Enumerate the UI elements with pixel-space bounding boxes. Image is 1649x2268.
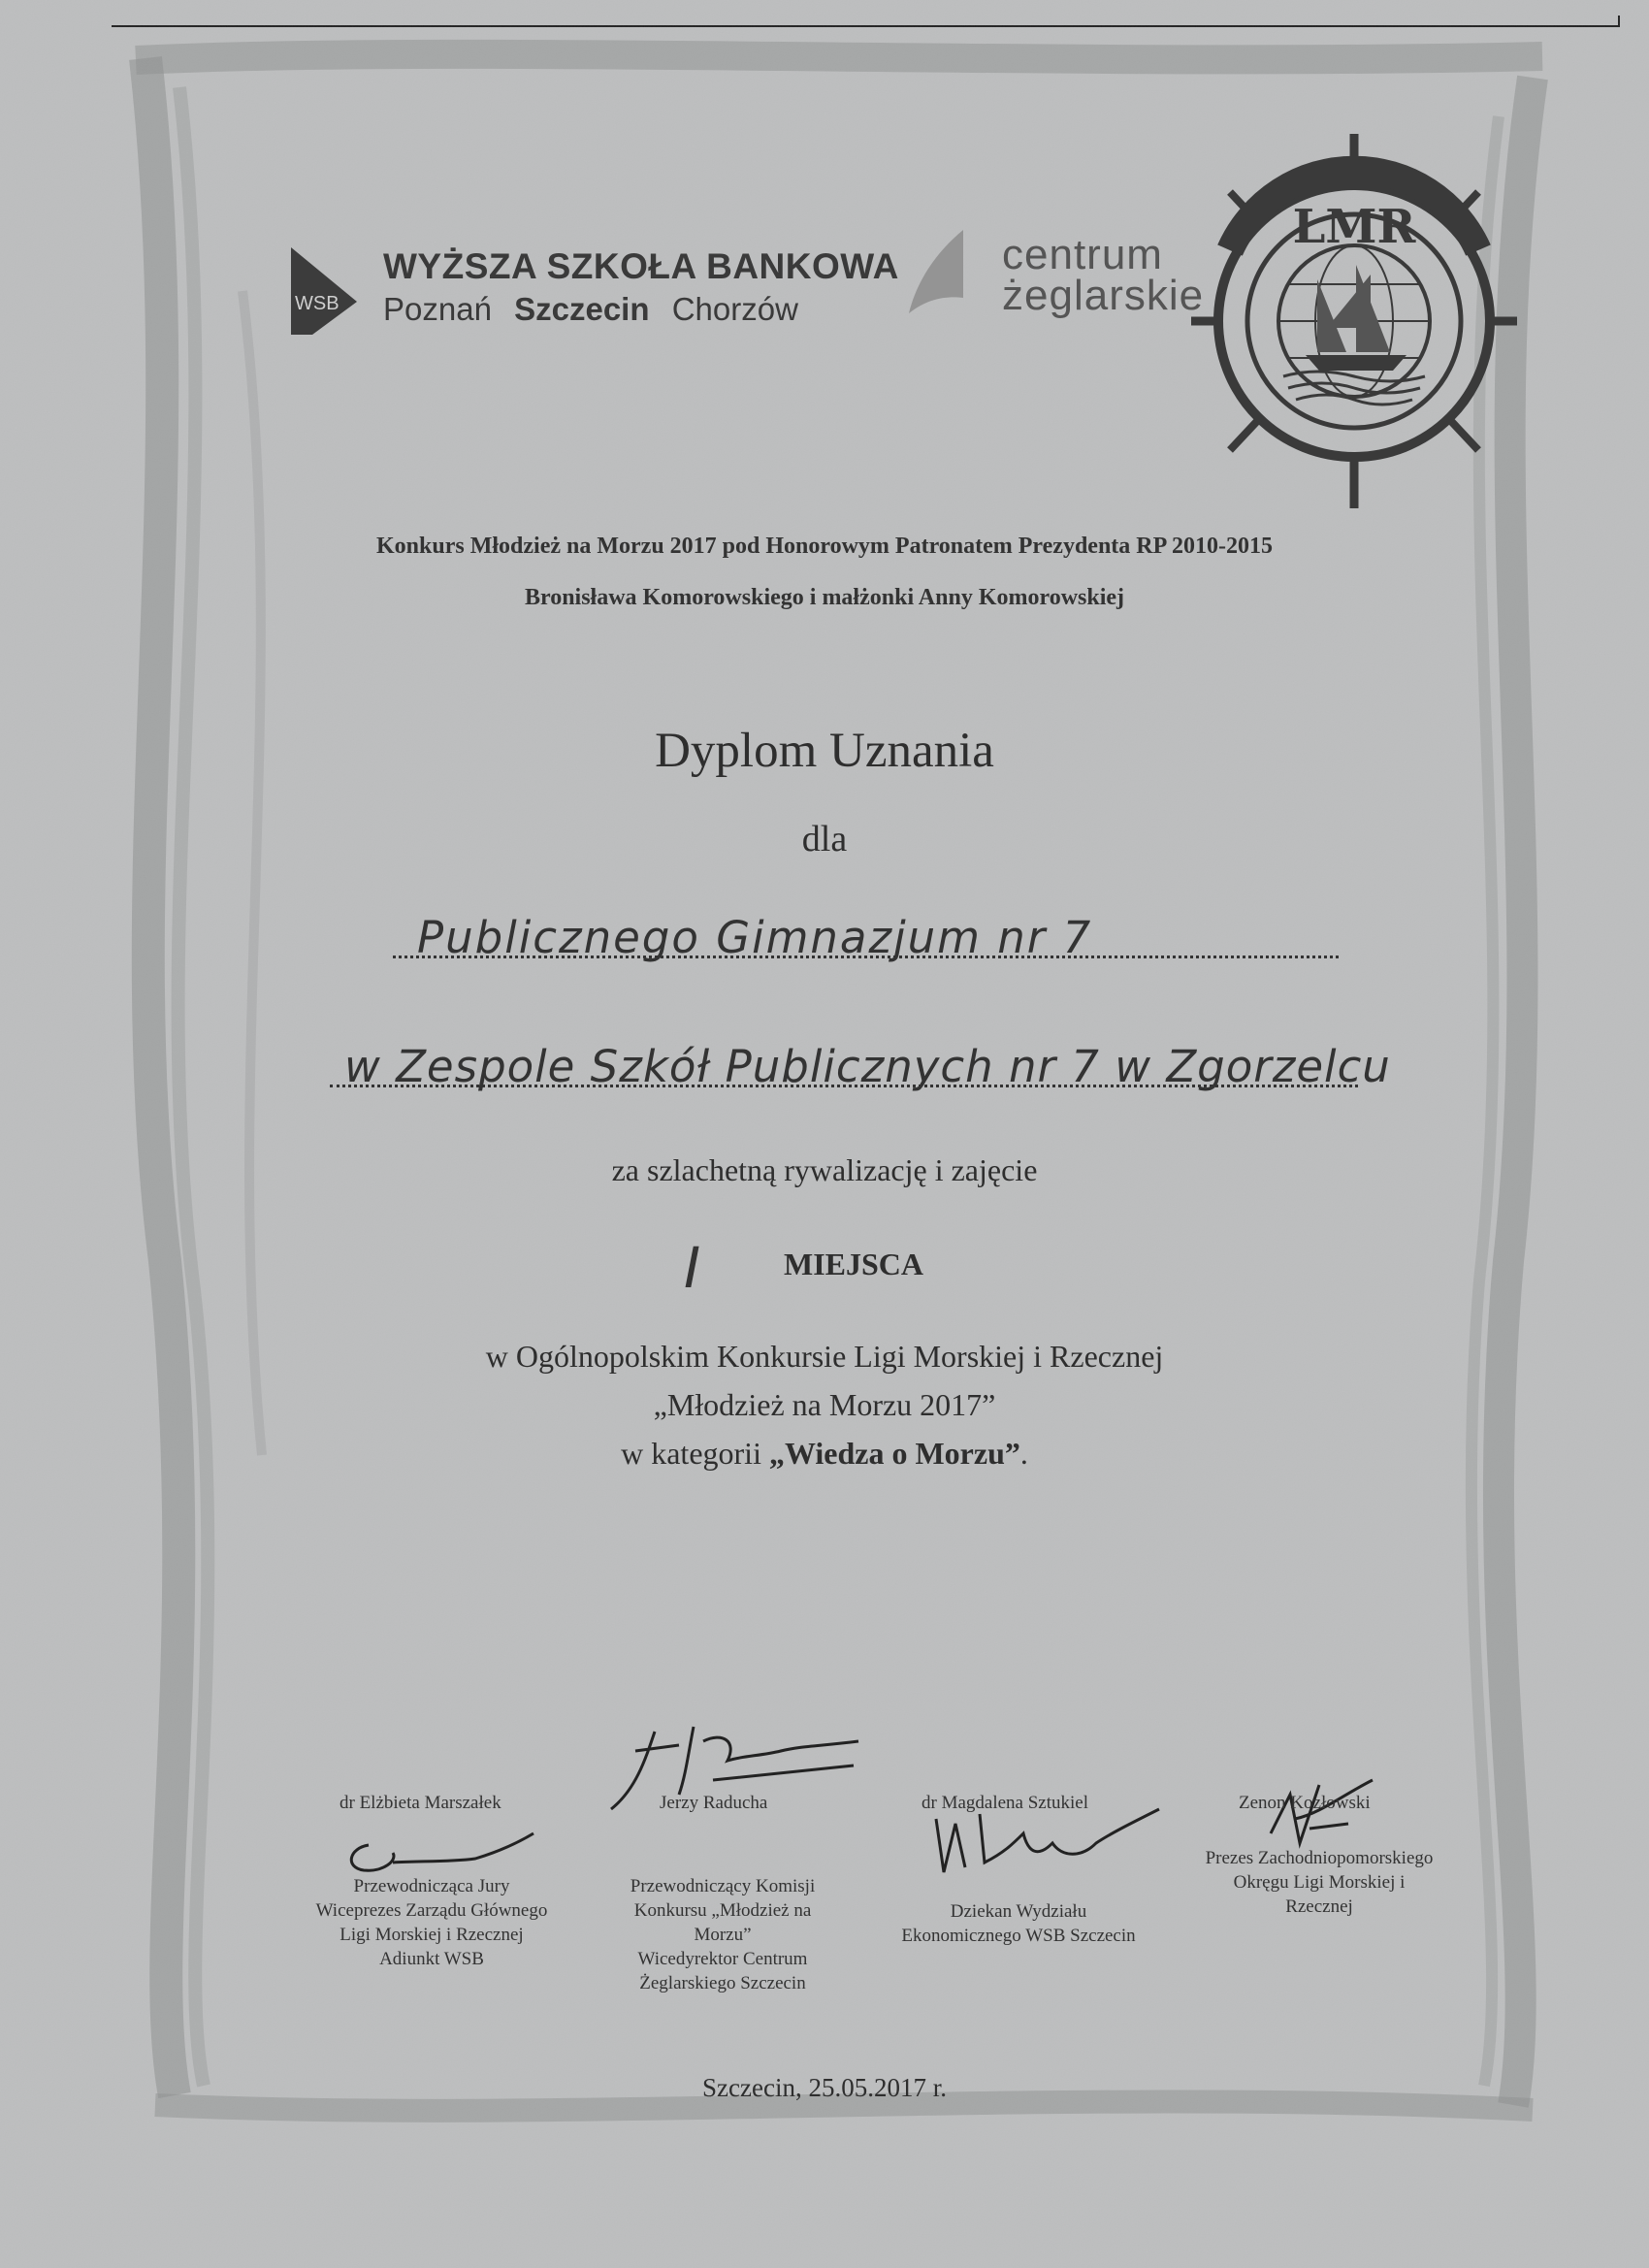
signatory-3-role-line: Ekonomicznego WSB Szczecin [901,1926,1136,1946]
signatory-2-role [597,1874,849,1995]
wsb-name: WYŻSZA SZKOŁA BANKOWA [383,246,899,286]
signature-4-icon [1251,1775,1377,1853]
signatory-4-role-line: Prezes Zachodniopomorskiego [1205,1848,1434,1868]
signatory-1-role-line: Przewodnicząca Jury [353,1876,510,1896]
signatory-1-role-line: Wiceprezes Zarządu Głównego [315,1900,548,1921]
lmr-ship-wheel-logo-icon [1191,134,1517,508]
signatory-3-role-line: Dziekan Wydziału [950,1901,1087,1922]
signatory-2-name: Jerzy Raducha [660,1793,768,1813]
signatory-2-role-line: Morzu” [694,1925,752,1945]
signatory-2-role-line: Wicedyrektor Centrum [637,1949,808,1969]
contest-line-1: w Ogólnopolskim Konkursie Ligi Morskiej i Rzecznej [485,1339,1164,1374]
wsb-city-poznan: Poznań [383,291,492,327]
signatory-4-role-line: Rzecznej [1285,1896,1353,1917]
issue-date: Szczecin, 25.05.2017 r. [702,2073,947,2102]
wsb-logo-icon [289,247,359,337]
signatory-4-role [1174,1846,1465,1919]
recipient-handwritten-line-1: Publicznego Gimnazjum nr 7 [417,912,1093,963]
wsb-city-chorzow: Chorzów [671,291,798,327]
signatory-3-name: dr Magdalena Sztukiel [922,1793,1089,1813]
centrum-logo-line2: żeglarskie [1002,272,1205,319]
signature-1-icon [340,1824,543,1882]
wsb-badge-text: WSB [295,293,340,314]
signatory-2-role-line: Przewodniczący Komisji [630,1876,816,1896]
sail-icon [907,228,965,317]
diploma-title: Dyplom Uznania [655,724,994,778]
header-line-1: Konkurs Młodzież na Morzu 2017 pod Honorowym Patronatem Prezydenta RP 2010-2015 [376,534,1273,559]
signatory-1-role [296,1874,567,1971]
signatory-2-role-line: Żeglarskiego Szczecin [639,1973,806,1993]
for-label: dla [801,819,848,859]
header-line-2: Bronisława Komorowskiego i małżonki Anny Komorowskiej [524,585,1125,610]
signatory-3-role [878,1899,1159,1948]
recipient-handwritten-line-2: w Zespole Szkół Publicznych nr 7 w Zgorzelcu [344,1041,1391,1092]
category-name: „Wiedza o Morzu” [768,1436,1020,1471]
signatory-1-role-line: Adiunkt WSB [379,1949,484,1969]
contest-line-2: „Młodzież na Morzu 2017” [653,1387,996,1422]
signature-3-icon [926,1804,1169,1882]
centrum-logo-line1: centrum [1002,231,1163,278]
signatory-4-name: Zenon Kozłowski [1239,1793,1371,1813]
wsb-city-szczecin: Szczecin [514,291,650,327]
category-suffix: . [1019,1436,1028,1471]
contest-line-3 [146,1436,1504,1472]
signatory-1-role-line: Ligi Morskiej i Rzecznej [340,1925,524,1945]
lmr-letters: LMR [1292,200,1416,254]
wsb-cities [383,291,812,328]
place-handwritten-numeral: I [684,1235,701,1301]
place-label: MIEJSCA [784,1247,924,1281]
category-prefix: w kategorii [621,1436,769,1471]
signatory-4-role-line: Okręgu Ligi Morskiej i [1233,1872,1406,1893]
signatory-2-role-line: Konkursu „Młodzież na [633,1900,812,1921]
reason-text: za szlachetną rywalizację i zajęcie [611,1152,1038,1187]
signatory-1-name: dr Elżbieta Marszałek [340,1793,501,1813]
